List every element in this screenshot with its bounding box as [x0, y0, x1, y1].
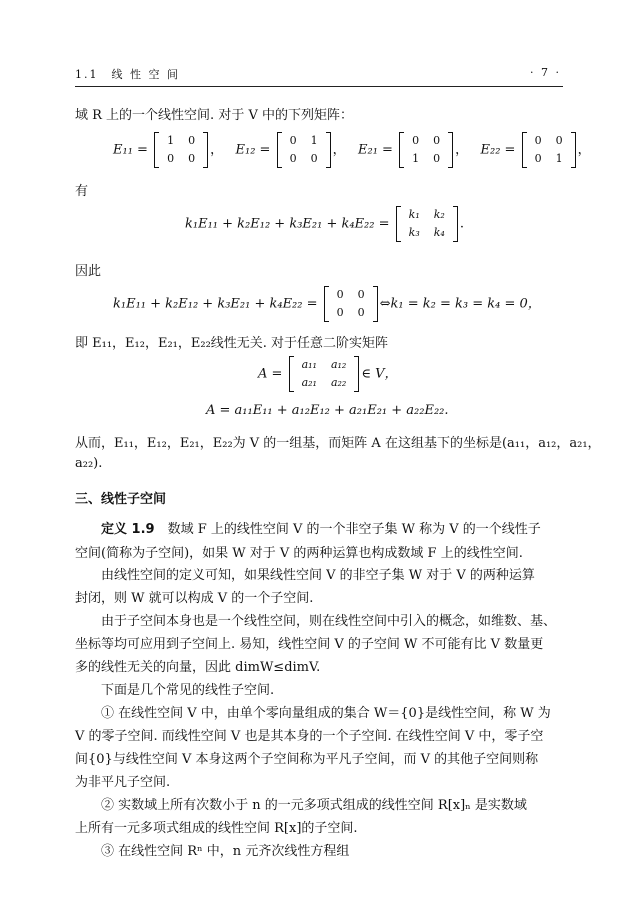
equation-independence [113, 286, 541, 322]
text-line: 由于子空间本身也是一个线性空间，则在线性空间中引入的概念，如维数、基、 [101, 614, 557, 629]
text-line: 为非平凡子空间. [75, 775, 171, 790]
separator: ， [455, 142, 469, 158]
matrix-cell: 0 [310, 152, 318, 165]
text-line: ③ 在线性空间 Rⁿ 中，n 元齐次线性方程组 [101, 844, 350, 859]
text-line: 即 E₁₁，E₁₂，E₂₁，E₂₂线性无关. 对于任意二阶实矩阵 [75, 336, 389, 351]
matrix-cell: 0 [433, 134, 441, 147]
header-rule [75, 86, 563, 87]
matrix-cell: 0 [336, 288, 344, 301]
matrix-cell: 0 [534, 134, 542, 147]
matrix-cell: 0 [412, 134, 420, 147]
eq-label: E₂₁ = [358, 142, 393, 158]
separator: ， [332, 142, 346, 158]
text-line: 上所有一元多项式组成的线性空间 R[x]的子空间. [75, 821, 358, 836]
text-line: 由线性空间的定义可知，如果线性空间 V 的非空子集 W 对于 V 的两种运算 [101, 568, 535, 583]
matrix-cell: 1 [555, 152, 563, 165]
separator: ， [210, 142, 224, 158]
matrix-cell: 0 [433, 152, 441, 165]
matrix-cell: 1 [412, 152, 420, 165]
matrix-cell: 1 [167, 134, 175, 147]
text-line: V 的零子空间. 而线性空间 V 也是其本身的一个子空间. 在线性空间 V 中，零子空 [75, 729, 544, 744]
matrix-cell: k₁ [408, 208, 420, 221]
eq-rhs: ⇔k₁ = k₂ = k₃ = k₄ = 0， [379, 296, 541, 312]
matrix-e11 [154, 132, 208, 168]
matrix-cell: a₂₁ [301, 376, 317, 389]
matrix-cell: 0 [357, 306, 365, 319]
text-line: 因此 [75, 264, 102, 279]
eq-label: E₁₂ = [235, 142, 271, 158]
matrix-cell: 0 [357, 288, 365, 301]
matrix-cell: 0 [289, 134, 297, 147]
matrix-cell: k₄ [433, 226, 445, 239]
matrix-a [289, 356, 360, 392]
eq-rhs: ∈ V， [361, 366, 398, 382]
text-line: 从而，E₁₁，E₁₂，E₂₁，E₂₂为 V 的一组基，而矩阵 A 在这组基下的坐标是(a₁₁，a₁₂，a₂₁， [75, 436, 601, 451]
equation-basis-matrices [113, 132, 591, 168]
matrix-cell: 1 [310, 134, 318, 147]
text-line: 多的线性无关的向量，因此 dimW≤dimV. [75, 660, 321, 675]
matrix-cell: 0 [534, 152, 542, 165]
eq-lhs: k₁E₁₁ + k₂E₁₂ + k₃E₂₁ + k₄E₂₂ = [113, 296, 318, 312]
running-header-section: 1.1 线 性 空 间 [75, 68, 180, 81]
eq-label: E₂₂ = [480, 142, 516, 158]
matrix-cell: k₂ [433, 208, 445, 221]
text-line: 间{0}与线性空间 V 本身这两个子空间称为平凡子空间，而 V 的其他子空间则称 [75, 752, 539, 767]
definition-line [101, 518, 541, 537]
definition-label: 定义 1.9 [101, 522, 155, 537]
text-line: 有 [75, 184, 89, 199]
text-line: ② 实数域上所有次数小于 n 的一元多项式组成的线性空间 R[x]ₙ 是实数域 [101, 798, 527, 813]
matrix-cell: 0 [289, 152, 297, 165]
page-number: · 7 · [530, 66, 561, 79]
text-line: 封闭，则 W 就可以构成 V 的一个子空间. [75, 591, 314, 606]
text-line: ① 在线性空间 V 中，由单个零向量组成的集合 W＝{0}是线性空间，称 W 为 [101, 706, 551, 721]
matrix-cell: k₃ [408, 226, 420, 239]
matrix-cell: 0 [555, 134, 563, 147]
text-line: 空间(简称为子空间)，如果 W 对于 V 的两种运算也构成数域 F 上的线性空间. [75, 546, 523, 561]
matrix-e12 [277, 132, 331, 168]
eq-label: E₁₁ = [113, 142, 148, 158]
equation-expansion: A = a₁₁E₁₁ + a₁₂E₁₂ + a₂₁E₂₁ + a₂₂E₂₂. [206, 403, 449, 418]
matrix-cell: 0 [167, 152, 175, 165]
equation-combination: k₁E₁₁ + k₂E₁₂ + k₃E₂₁ + k₄E₂₂ = k₁ k₂ k₃ k₄ . [185, 206, 464, 242]
equation-matrix-a [258, 356, 398, 392]
separator: ， [577, 142, 591, 158]
matrix-cell: a₂₂ [330, 376, 347, 389]
eq-lhs: A = [258, 366, 283, 382]
matrix-k [396, 206, 458, 242]
text-line: 坐标等均可应用到子空间上. 易知，线性空间 V 的子空间 W 不可能有比 V 数量更 [75, 637, 544, 652]
matrix-e21 [399, 132, 453, 168]
text-line: 下面是几个常见的线性子空间. [101, 683, 275, 698]
matrix-cell: 0 [336, 306, 344, 319]
matrix-cell: a₁₂ [330, 358, 347, 371]
matrix-cell: 0 [188, 152, 196, 165]
definition-text: 数域 F 上的线性空间 V 的一个非空子集 W 称为 V 的一个线性子 [154, 522, 541, 537]
matrix-e22 [522, 132, 576, 168]
matrix-cell: 0 [188, 134, 196, 147]
section-heading: 三、线性子空间 [75, 492, 167, 507]
text-line: 域 R 上的一个线性空间. 对于 V 中的下列矩阵： [75, 108, 353, 123]
matrix-cell: a₁₁ [301, 358, 317, 371]
eq-lhs: k₁E₁₁ + k₂E₁₂ + k₃E₂₁ + k₄E₂₂ = [185, 216, 390, 232]
matrix-zero [324, 286, 378, 322]
text-line: a₂₂). [75, 456, 103, 471]
